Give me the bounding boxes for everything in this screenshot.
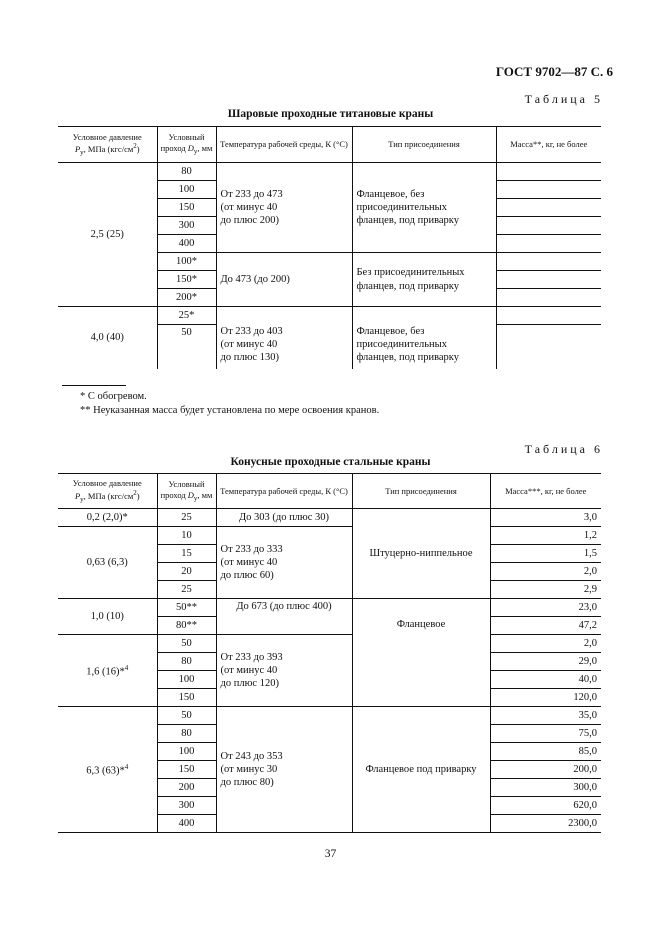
mass-cell — [496, 217, 601, 235]
passage-cell: 100* — [157, 253, 216, 271]
mass-cell — [496, 199, 601, 217]
table6-header-pressure: Условное давление $P_y$, МПа $(кгс/см^2)$ — [58, 474, 157, 509]
mass-cell: 620,0 — [490, 797, 601, 815]
table-row — [58, 307, 601, 325]
mass-cell: 35,0 — [490, 707, 601, 725]
passage-cell: 150 — [157, 761, 216, 779]
connection-cell — [352, 307, 496, 325]
table-row — [58, 163, 601, 181]
temperature-cell: От 233 до 473 (от минус 40 до плюс 200) — [216, 163, 352, 253]
table6 — [58, 473, 601, 833]
connection-cell: Без присоединительных фланцев, под приварку — [352, 253, 496, 307]
table6-header-passage: Условный проход $D_y$, мм — [157, 474, 216, 509]
mass-cell — [496, 181, 601, 199]
table-row — [58, 527, 601, 545]
page-number: 37 — [324, 848, 337, 860]
pressure-cell: 6,3 (63)*$^4$ — [58, 707, 157, 833]
footnote-divider — [62, 385, 126, 386]
mass-cell: 2,0 — [490, 563, 601, 581]
table5-label: Таблица 5 — [524, 92, 603, 106]
pressure-cell: 0,63 (6,3) — [58, 527, 157, 599]
mass-cell: 2300,0 — [490, 815, 601, 833]
table-row — [58, 707, 601, 725]
table5-header-temperature: Температура рабочей среды, К (°С) — [216, 127, 352, 163]
mass-cell: 1,5 — [490, 545, 601, 563]
table5-header-mass: Масса**, кг, не более — [496, 127, 601, 163]
mass-cell: 2,9 — [490, 581, 601, 599]
passage-cell: 100 — [157, 671, 216, 689]
document-reference: ГОСТ 9702—87 С. 6 — [495, 64, 613, 79]
passage-cell: 20 — [157, 563, 216, 581]
table5-header-passage: Условный проход $D_y$, мм — [157, 127, 216, 163]
passage-cell: 200 — [157, 779, 216, 797]
mass-cell: 29,0 — [490, 653, 601, 671]
passage-cell: 50 — [157, 325, 216, 369]
mass-cell — [496, 271, 601, 289]
passage-cell: 300 — [157, 797, 216, 815]
passage-cell: 80 — [157, 163, 216, 181]
table5-header-connection: Тип присоединения — [352, 127, 496, 163]
table5-header-pressure: Условное давление $P_y$, МПа $(кгс/см^2)$ — [58, 127, 157, 163]
connection-cell: Фланцевое, без присоединительных фланцев, под приварку — [352, 325, 496, 369]
pressure-cell: 4,0 (40) — [58, 307, 157, 369]
mass-cell: 1,2 — [490, 527, 601, 545]
footnote: ** Неуказанная масса будет установлена по мере освоения кранов. — [80, 405, 380, 416]
table6-header-connection: Тип присоединения — [352, 474, 490, 509]
table5 — [58, 126, 601, 369]
passage-cell: 25 — [157, 581, 216, 599]
mass-cell — [496, 307, 601, 325]
table6-title: Конусные проходные стальные краны — [230, 456, 431, 468]
passage-cell: 150* — [157, 271, 216, 289]
mass-cell: 23,0 — [490, 599, 601, 617]
passage-cell: 80 — [157, 725, 216, 743]
connection-cell: Фланцевое под приварку — [352, 707, 490, 833]
table6-header-mass: Масса***, кг, не более — [490, 474, 601, 509]
table-row — [58, 635, 601, 653]
mass-cell: 40,0 — [490, 671, 601, 689]
table6-header-temperature: Температура рабочей среды, К (°С) — [216, 474, 352, 509]
table-row — [58, 599, 601, 617]
mass-cell: 3,0 — [490, 509, 601, 527]
temperature-cell: От 233 до 333 (от минус 40 до плюс 60) — [216, 527, 352, 599]
mass-cell — [496, 235, 601, 253]
passage-cell: 150 — [157, 689, 216, 707]
table5-title: Шаровые проходные титановые краны — [227, 108, 434, 120]
pressure-cell: 2,5 (25) — [58, 163, 157, 307]
passage-cell: 100 — [157, 181, 216, 199]
passage-cell: 50 — [157, 707, 216, 725]
temperature-cell: От 233 до 393 (от минус 40 до плюс 120) — [216, 635, 352, 707]
table-row — [58, 509, 601, 527]
mass-cell: 120,0 — [490, 689, 601, 707]
passage-cell: 15 — [157, 545, 216, 563]
connection-cell: Фланцевое, без присоединительных фланцев, под приварку — [352, 163, 496, 253]
mass-cell: 75,0 — [490, 725, 601, 743]
pressure-cell: 1,0 (10) — [58, 599, 157, 635]
passage-cell: 400 — [157, 235, 216, 253]
mass-cell: 85,0 — [490, 743, 601, 761]
pressure-cell: 1,6 (16)*$^4$ — [58, 635, 157, 707]
mass-cell — [496, 325, 601, 369]
footnote: * С обогревом. — [80, 391, 147, 402]
temperature-cell: До 473 (до 200) — [216, 253, 352, 307]
passage-cell: 25 — [157, 509, 216, 527]
mass-cell — [496, 289, 601, 307]
mass-cell: 2,0 — [490, 635, 601, 653]
temperature-cell — [216, 307, 352, 325]
temperature-cell: От 243 до 353 (от минус 30 до плюс 80) — [216, 707, 352, 833]
temperature-cell: От 233 до 403 (от минус 40 до плюс 130) — [216, 325, 352, 369]
passage-cell: 50 — [157, 635, 216, 653]
connection-cell: Фланцевое — [352, 599, 490, 707]
passage-cell: 200* — [157, 289, 216, 307]
passage-cell: 150 — [157, 199, 216, 217]
mass-cell: 300,0 — [490, 779, 601, 797]
pressure-cell: 0,2 (2,0)* — [58, 509, 157, 527]
passage-cell: 25* — [157, 307, 216, 325]
passage-cell: 400 — [157, 815, 216, 833]
table6-label: Таблица 6 — [524, 442, 603, 456]
mass-cell — [496, 163, 601, 181]
passage-cell: 80 — [157, 653, 216, 671]
mass-cell: 47,2 — [490, 617, 601, 635]
temperature-cell: До 303 (до плюс 30) — [216, 509, 352, 527]
connection-cell: Штуцерно-ниппельное — [352, 509, 490, 599]
mass-cell — [496, 253, 601, 271]
temperature-cell: До 673 (до плюс 400) — [216, 599, 352, 635]
passage-cell: 50** — [157, 599, 216, 617]
passage-cell: 80** — [157, 617, 216, 635]
passage-cell: 100 — [157, 743, 216, 761]
passage-cell: 300 — [157, 217, 216, 235]
mass-cell: 200,0 — [490, 761, 601, 779]
passage-cell: 10 — [157, 527, 216, 545]
